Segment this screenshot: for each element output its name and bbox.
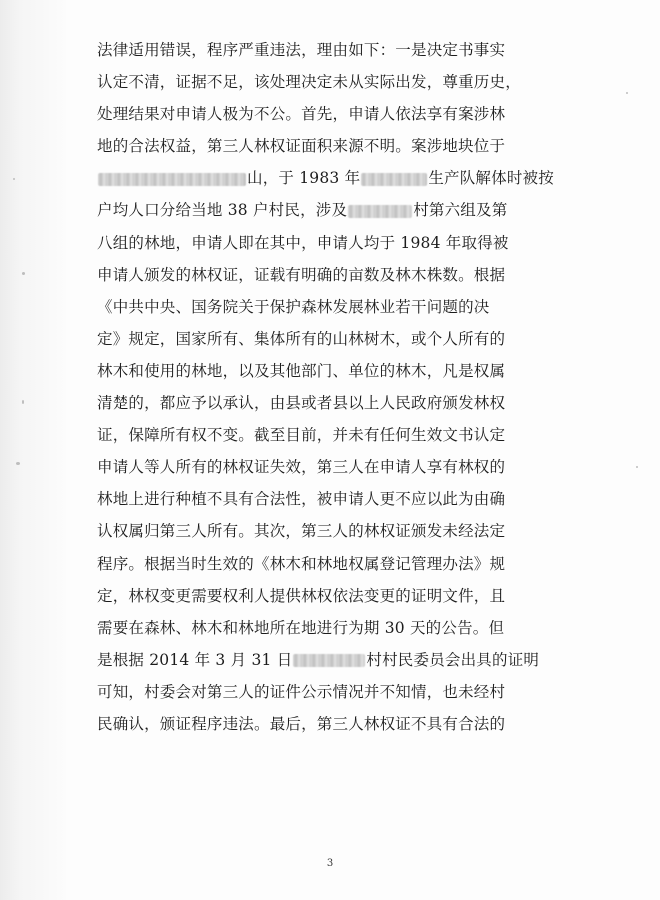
text-line xyxy=(97,644,567,676)
text-line: 《中共中央、国务院关于保护森林发展林业若干问题的决 xyxy=(97,297,490,316)
text-segment: 生产队解体时被按 xyxy=(428,169,554,188)
text-line: 民确认，颁证程序违法。最后，第三人林权证不具有合法的 xyxy=(97,714,506,733)
text-segment: 是根据 2014 年 3 月 31 日 xyxy=(97,650,293,669)
page-number: 3 xyxy=(326,858,334,869)
scan-speck xyxy=(22,272,25,275)
text-line: 法律适用错误，程序严重违法，理由如下：一是决定书事实 xyxy=(97,41,506,59)
text-segment: 村村民委员会出具的证明 xyxy=(366,650,540,669)
scan-speck xyxy=(13,178,15,180)
text-line: 林木和使用的林地，以及其他部门、单位的林木，凡是权属 xyxy=(97,361,506,380)
text-line: 清楚的，都应予以承认，由县或者县以上人民政府颁发林权 xyxy=(97,394,506,413)
scan-speck xyxy=(22,400,24,404)
scan-shadow xyxy=(0,0,66,900)
text-line: 认权属归第三人所有。其次，第三人的林权证颁发未经法定 xyxy=(97,522,506,541)
text-line: 可知，村委会对第三人的证件公示情况并不知情，也未经村 xyxy=(97,682,506,701)
redacted-text xyxy=(98,173,246,186)
redacted-text xyxy=(293,654,365,667)
text-segment: 山，于 1983 年 xyxy=(247,169,361,188)
text-line: 申请人等人所有的林权证失效，第三人在申请人享有林权的 xyxy=(97,458,506,477)
text-line: 定，林权变更需要权利人提供林权依法变更的证明文件，且 xyxy=(97,586,506,605)
text-line: 认定不清，证据不足，该处理决定未从实际出发，尊重历史， xyxy=(97,73,521,92)
text-line xyxy=(97,162,567,194)
scan-speck xyxy=(626,92,628,94)
text-line xyxy=(97,194,567,226)
text-line: 林地上进行种植不具有合法性，被申请人更不应以此为由确 xyxy=(97,490,506,509)
scan-speck xyxy=(636,466,638,468)
text-line: 申请人颁发的林权证，证载有明确的亩数及林木株数。根据 xyxy=(97,265,506,284)
text-segment: 户均人口分给当地 38 户村民，涉及 xyxy=(97,201,348,220)
body-text xyxy=(97,34,567,740)
text-line: 程序。根据当时生效的《林木和林地权属登记管理办法》规 xyxy=(97,554,506,573)
text-line: 定》规定，国家所有、集体所有的山林树木，或个人所有的 xyxy=(97,329,506,348)
text-line: 需要在森林、林木和林地所在地进行为期 30 天的公告。但 xyxy=(97,618,505,637)
scan-speck xyxy=(16,462,20,465)
text-segment: 村第六组及第 xyxy=(413,201,508,220)
text-line: 处理结果对申请人极为不公。首先，申请人依法享有案涉林 xyxy=(97,105,506,124)
text-line: 地的合法权益，第三人林权证面积来源不明。案涉地块位于 xyxy=(97,137,506,156)
text-line: 八组的林地，申请人即在其中，申请人均于 1984 年取得被 xyxy=(97,233,509,252)
redacted-text xyxy=(348,205,412,218)
redacted-text xyxy=(361,173,427,186)
text-line: 证，保障所有权不变。截至目前，并未有任何生效文书认定 xyxy=(97,426,506,445)
